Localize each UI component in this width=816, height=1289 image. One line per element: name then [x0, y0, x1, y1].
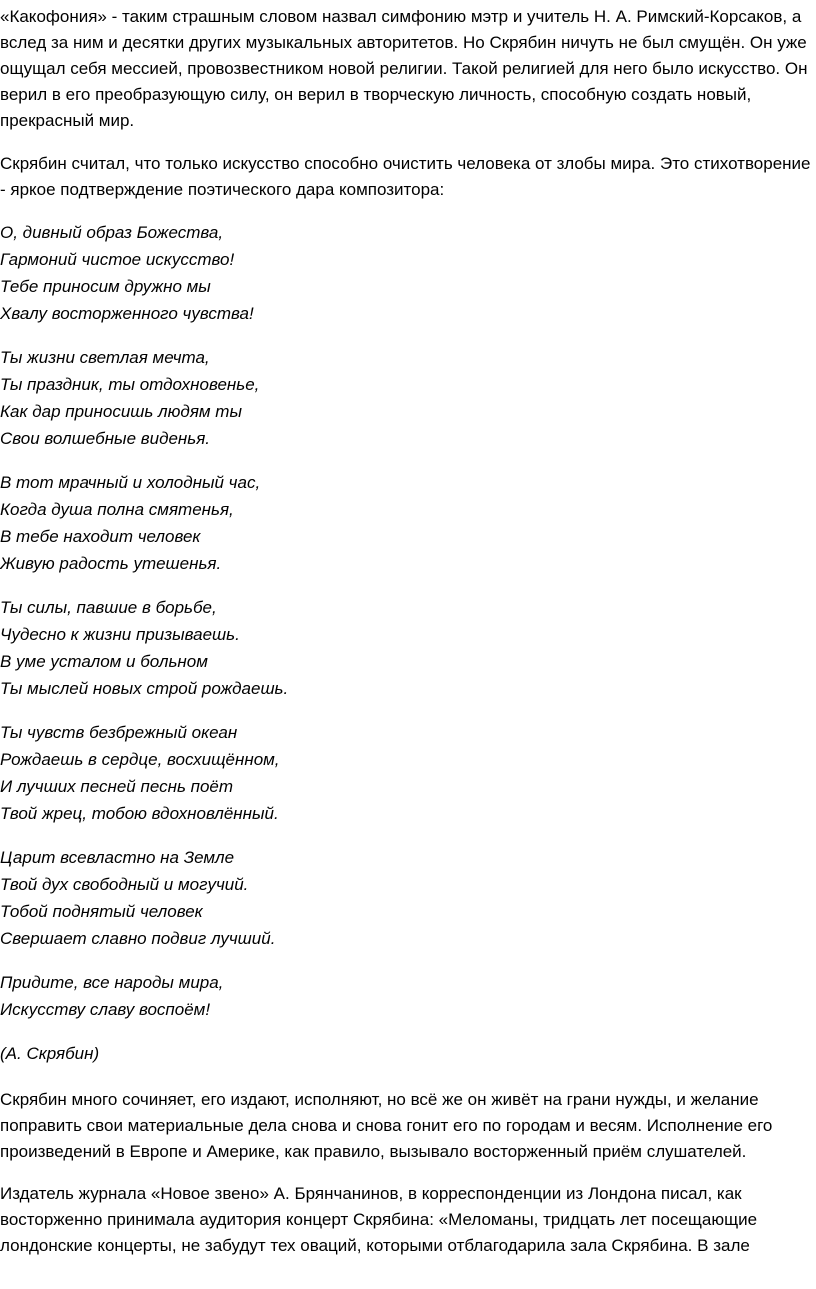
poem-stanza-6	[0, 844, 816, 952]
poem-line: В тебе находит человек	[0, 527, 201, 546]
poem-line: В тот мрачный и холодный час,	[0, 473, 261, 492]
poem-stanza-7	[0, 969, 816, 1023]
poem-line: Тобой поднятый человек	[0, 902, 203, 921]
poem-stanza-2	[0, 344, 816, 452]
poem-line: Ты мыслей новых строй рождаешь.	[0, 679, 289, 698]
poem-stanza-1	[0, 219, 816, 327]
poem-line: Царит всевластно на Земле	[0, 848, 235, 867]
poem-line: Твой дух свободный и могучий.	[0, 875, 249, 894]
poem-stanza-5	[0, 719, 816, 827]
poem-line: Ты праздник, ты отдохновенье,	[0, 375, 260, 394]
body-paragraph: Издатель журнала «Новое звено» А. Брянчанинов, в корреспонденции из Лондона писал, как восторженно принимала аудитория концерт Скрябина: «Меломаны, тридцать лет посещающие лондонские концерты, не забудут тех оваций, которыми отблагодарила зала Скрябина. В зале	[0, 1184, 758, 1255]
body-paragraph: Скрябин много сочиняет, его издают, исполняют, но всё же он живёт на грани нужды, и желание поправить свои материальные дела снова и снова гонит его по городам и весям. Исполнение его произведений в Европе и Америке, как правило, вызывало восторженный приём слушателей.	[0, 1090, 773, 1161]
poem-stanza-3	[0, 469, 816, 577]
poem-line: Живую радость утешенья.	[0, 554, 222, 573]
poem-line: Ты силы, павшие в борьбе,	[0, 598, 217, 617]
poem-line: Чудесно к жизни призываешь.	[0, 625, 240, 644]
poem-author: (А. Скрябин)	[0, 1044, 100, 1063]
poem-line: Твой жрец, тобою вдохновлённый.	[0, 804, 279, 823]
poem-line: Ты чувств безбрежный океан	[0, 723, 238, 742]
poem-line: Рождаешь в сердце, восхищённом,	[0, 750, 280, 769]
poem-line: Как дар приносишь людям ты	[0, 402, 242, 421]
poem-stanza-4	[0, 594, 816, 702]
poem-line: Хвалу восторженного чувства!	[0, 304, 254, 323]
poem-line: Тебе приносим дружно мы	[0, 277, 211, 296]
poem-line: Придите, все народы мира,	[0, 973, 224, 992]
poem-line: Когда душа полна смятенья,	[0, 500, 234, 519]
poem-line: Свершает славно подвиг лучший.	[0, 929, 276, 948]
poem-line: Свои волшебные виденья.	[0, 429, 211, 448]
poem-line: В уме усталом и больном	[0, 652, 208, 671]
intro-paragraph: «Какофония» - таким страшным словом назвал симфонию мэтр и учитель Н. А. Римский-Корсаков, а вслед за ним и десятки других музыкальных авторитетов. Но Скрябин ничуть не был смущён. Он уже ощущал себя мессией, провозвестником новой религии. Такой религией для него было искусство. Он верил в его преобразующую силу, он верил в творческую личность, способную создать новый, прекрасный мир.	[0, 7, 808, 130]
poem-intro-paragraph: Скрябин считал, что только искусство способно очистить человека от злобы мира. Это стихотворение - яркое подтверждение поэтического дара композитора:	[0, 154, 811, 199]
poem-line: О, дивный образ Божества,	[0, 223, 224, 242]
poem-line: Искусству славу воспоём!	[0, 1000, 211, 1019]
poem-line: Гармоний чистое искусство!	[0, 250, 235, 269]
poem-line: Ты жизни светлая мечта,	[0, 348, 210, 367]
poem-line: И лучших песней песнь поёт	[0, 777, 234, 796]
